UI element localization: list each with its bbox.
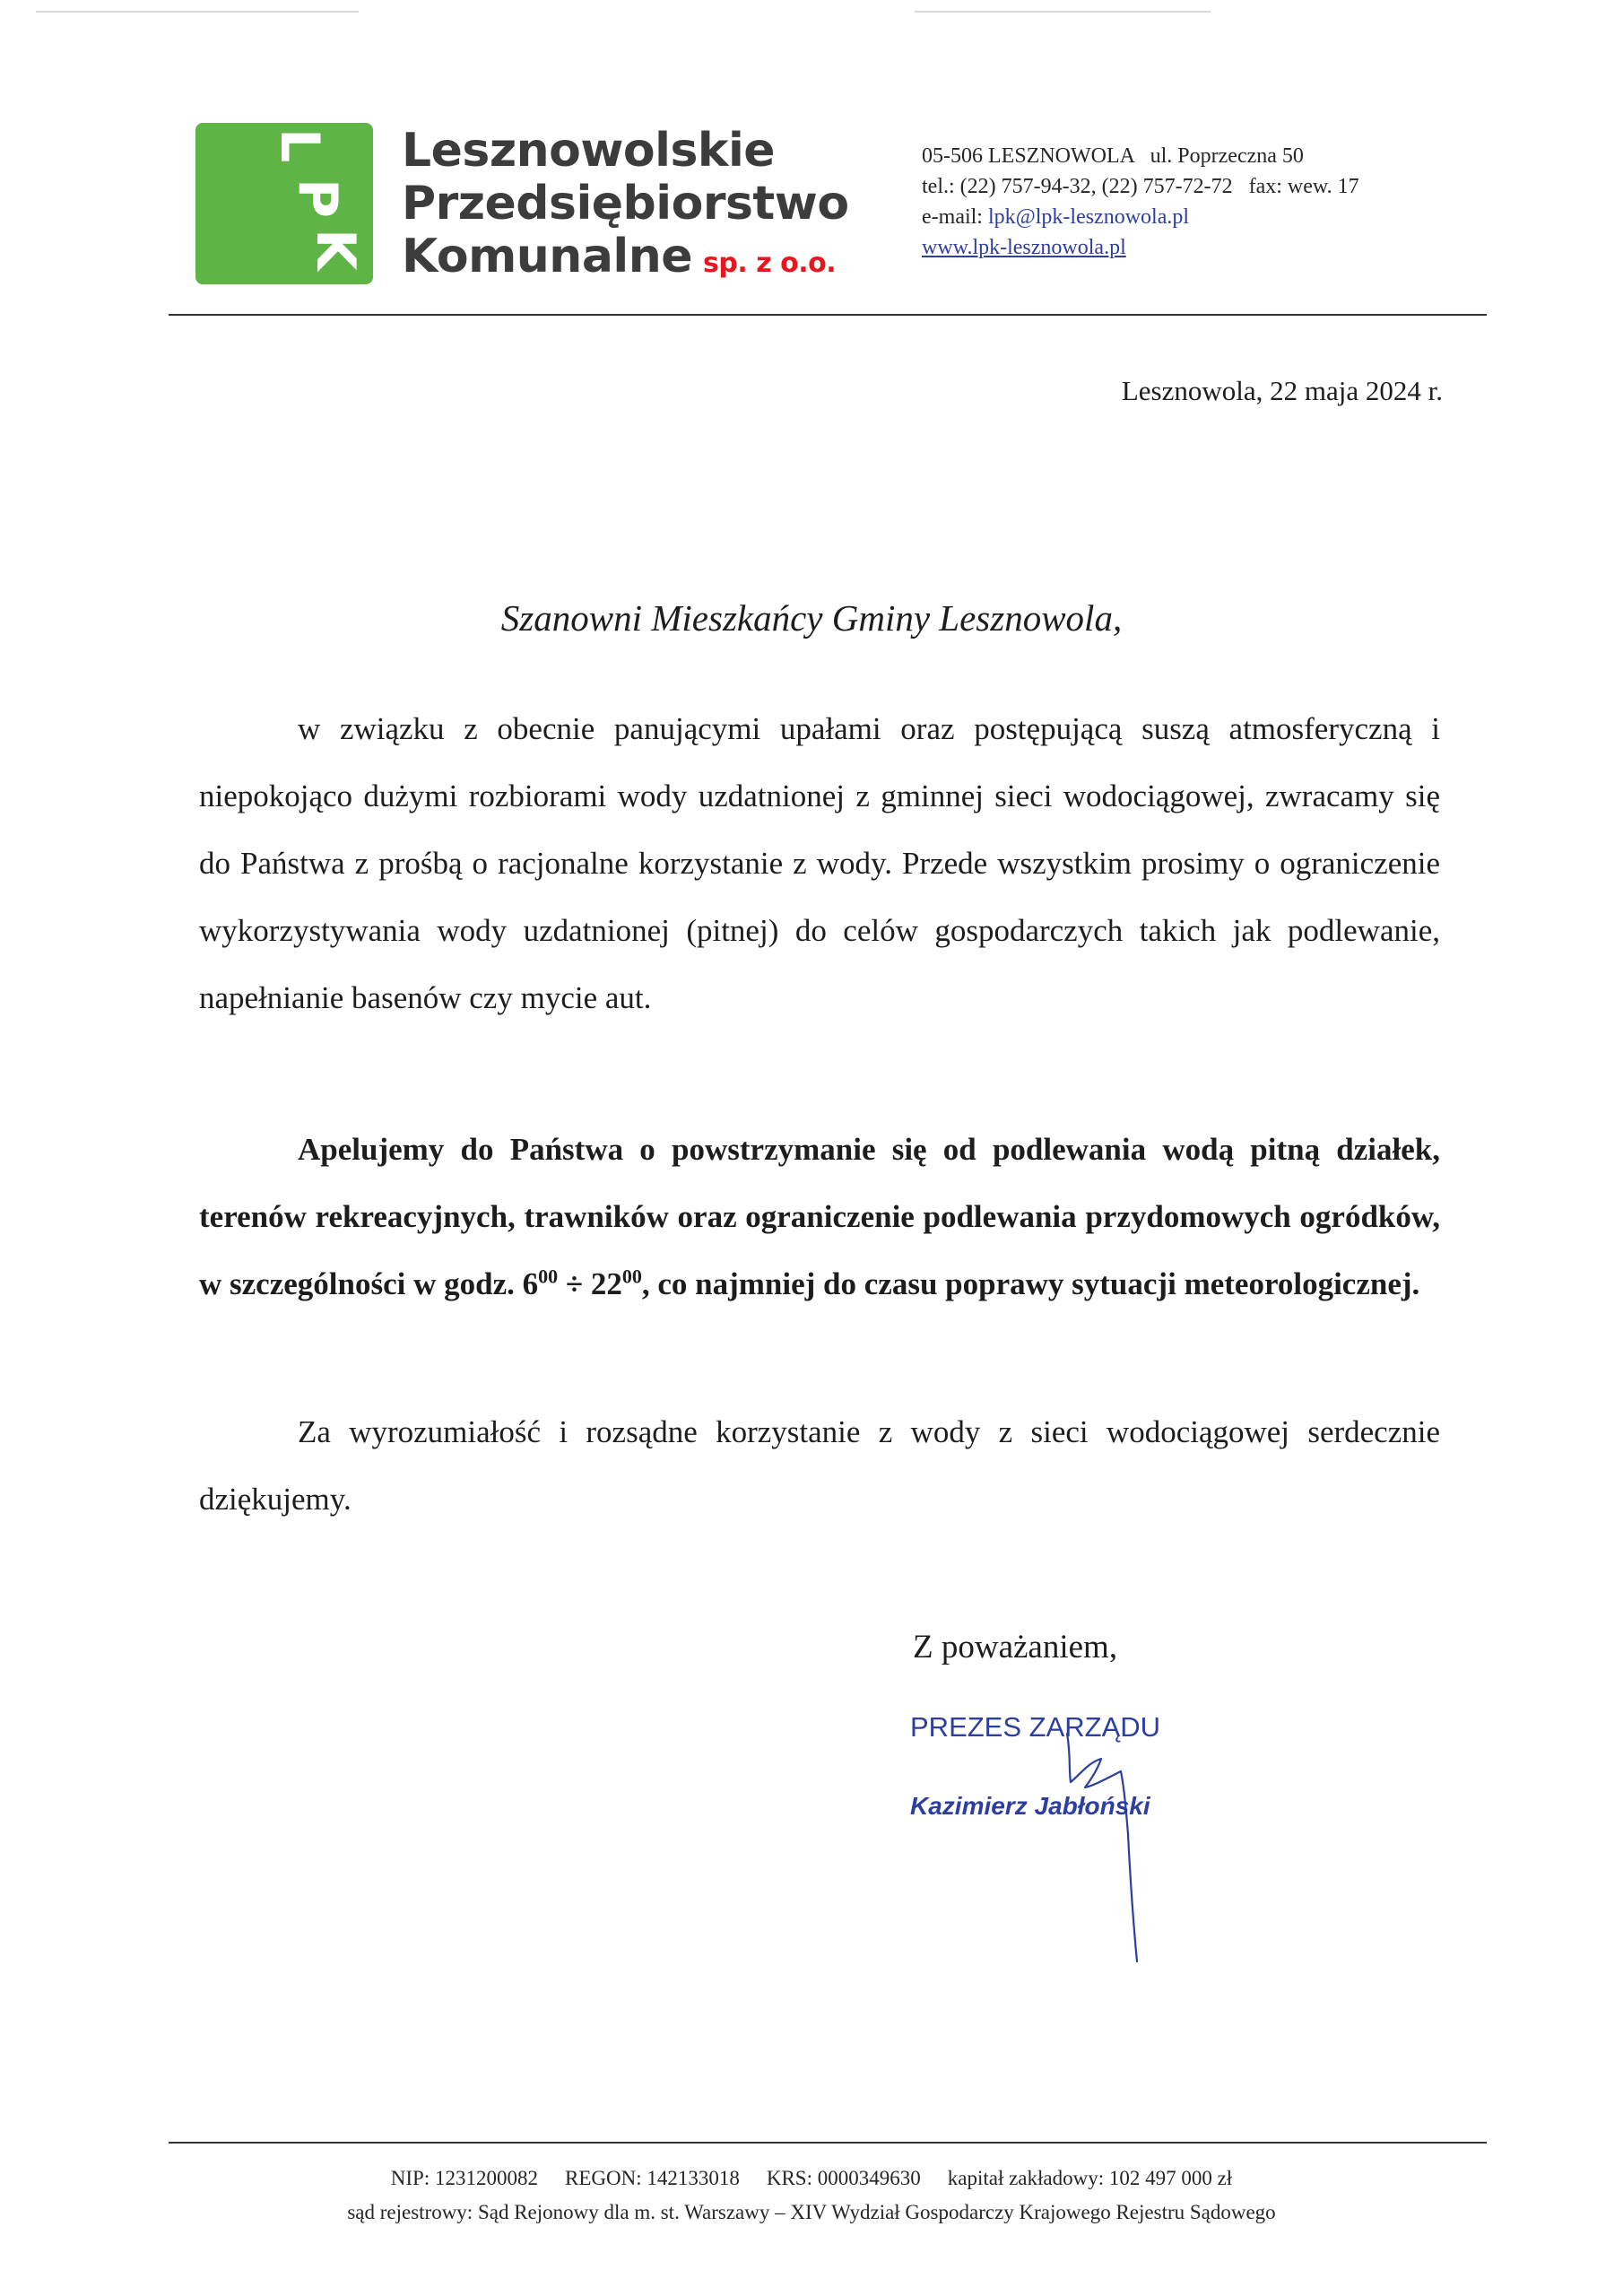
body-paragraph-2 (199, 1116, 1440, 1318)
footer-court: sąd rejestrowy: Sąd Rejonowy dla m. st. Warszawy – XIV Wydział Gospodarczy Krajowego Rejestru Sądowego (347, 2201, 1276, 2223)
header-divider (169, 314, 1487, 316)
handwritten-signature (1031, 1726, 1148, 1978)
company-phone: tel.: (22) 757-94-32, (22) 757-72-72 fax: wew. 17 (922, 175, 1359, 198)
email-link[interactable]: lpk@lpk-lesznowola.pl (987, 205, 1190, 229)
footer-regon: REGON: 142133018 (564, 2167, 740, 2189)
company-name-line3-text: Komunalne (402, 230, 693, 283)
footer-registration (0, 2167, 1623, 2190)
appeal-text-part2: ÷ 22 (558, 1266, 622, 1301)
logo-letter-l: L (268, 128, 331, 163)
stamp-title: PREZES ZARZĄDU (910, 1711, 1161, 1743)
lpk-monogram-icon (195, 123, 373, 284)
footer-krs: KRS: 0000349630 (766, 2167, 921, 2189)
company-legal-form: sp. z o.o. (703, 248, 837, 279)
company-logo (195, 123, 877, 284)
company-address: 05-506 LESZNOWOLA ul. Poprzeczna 50 (922, 144, 1304, 168)
email-label: e-mail: (922, 205, 988, 229)
time-start-superscript: 00 (538, 1265, 559, 1288)
footer-nip: NIP: 1231200082 (390, 2167, 538, 2189)
appeal-text-part1: Apelujemy do Państwa o powstrzymanie się od podlewania wodą pitną działek, terenów rekreacyjnych, trawników oraz ograniczenie podlewania przydomowych ogródków, w szczególności w godz. 6 (199, 1132, 1440, 1301)
logo-letter-k: K (304, 229, 367, 271)
company-email-row (922, 202, 1359, 232)
stamp-name: Kazimierz Jabłoński (910, 1792, 1150, 1820)
logo-green-square (195, 123, 373, 284)
company-name (402, 125, 849, 290)
body-paragraph-3: Za wyrozumiałość i rozsądne korzystanie z wody z sieci wodociągowej serdecznie dziękujemy. (199, 1414, 1440, 1517)
footer-divider (169, 2142, 1487, 2144)
salutation: Szanowni Mieszkańcy Gminy Lesznowola, (500, 597, 1123, 639)
closing-phrase: Z poważaniem, (913, 1629, 1118, 1665)
appeal-text-part3: , co najmniej do czasu poprawy sytuacji meteorologicznej. (641, 1266, 1420, 1301)
footer-capital: kapitał zakładowy: 102 497 000 zł (947, 2167, 1233, 2189)
company-name-line2: Przedsiębiorstwo (402, 177, 849, 230)
contact-details (922, 141, 1359, 263)
letter-date: Lesznowola, 22 maja 2024 r. (1121, 375, 1443, 406)
body-paragraph-1: w związku z obecnie panującymi upałami oraz postępującą suszą atmosferyczną i niepokojąco dużymi rozbiorami wody uzdatnionej z gminnej sieci wodociągowej, zwracamy się do Państwa z prośbą o racjonalne korzystanie z wody. Przede wszystkim prosimy o ograniczenie wykorzystywania wody uzdatnionej (pitnej) do celów gospodarczych takich jak podlewanie, napełnianie basenów czy mycie aut. (199, 711, 1440, 1015)
website-link[interactable]: www.lpk-lesznowola.pl (922, 236, 1126, 259)
company-name-line1: Lesznowolskie (402, 124, 776, 178)
scan-edge-mark (915, 11, 1211, 13)
time-end-superscript: 00 (621, 1265, 642, 1288)
logo-letter-p: P (286, 178, 349, 218)
company-name-line3 (402, 230, 849, 290)
scan-edge-mark (36, 11, 359, 13)
